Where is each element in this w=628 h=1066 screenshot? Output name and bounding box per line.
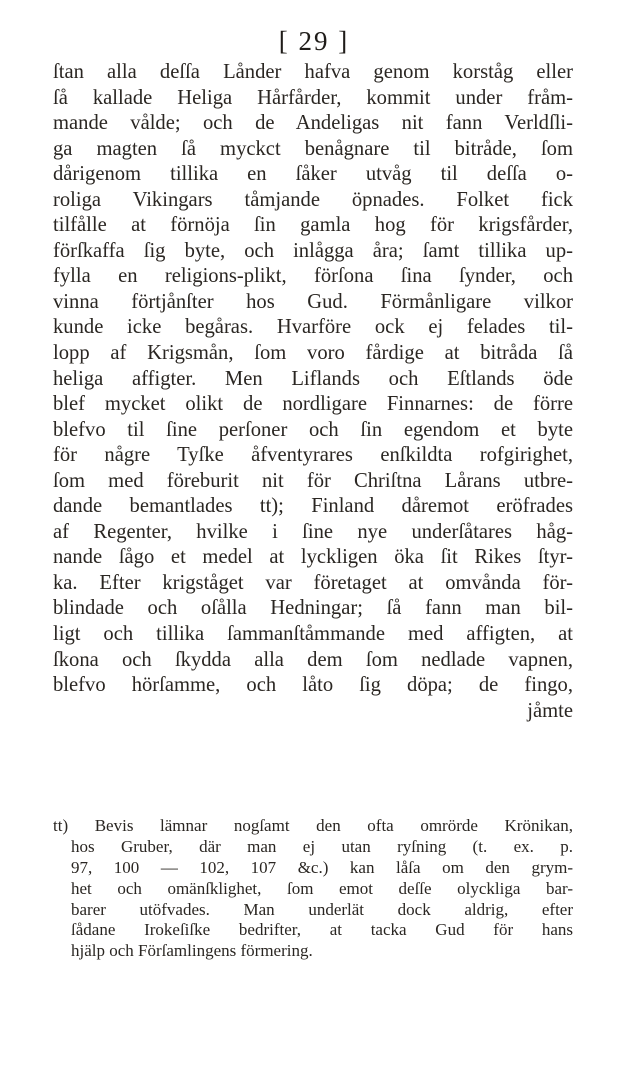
- footnote-line: tt) Bevis lämnar nogſamt den ofta omrörde Krönikan,: [53, 816, 573, 835]
- body-line: roliga Vikingars tåmjande öpnades. Folket fick: [53, 188, 573, 211]
- footnote-line: hos Gruber, där man ej utan ryſning (t. ex. p.: [71, 836, 573, 856]
- body-line: dande bemantlades tt); Finland dåremot eröfrades: [53, 495, 573, 518]
- body-line: ſå kallade Heliga Hårfårder, kommit under fråm-: [53, 86, 573, 109]
- body-line: ga magten ſå myckct benågnare til bitråde, ſom: [53, 137, 573, 160]
- body-line: förſkaffa ſig byte, och inlågga åra; ſamt tillika up-: [53, 239, 573, 262]
- body-line: tilfålle at förnöja ſin gamla hog för krigsfårder,: [53, 214, 573, 237]
- body-line: dårigenom tillika en ſåker utvåg til deſſa o-: [53, 163, 573, 186]
- body-line: nande ſågo et medel at lyckligen öka ſit Rikes ſtyr-: [53, 546, 573, 569]
- body-line: fylla en religions-plikt, förſona ſina ſynder, och: [53, 265, 573, 288]
- footnote: [53, 816, 573, 962]
- body-line: heliga affigter. Men Liflands och Eſtlands öde: [53, 367, 573, 390]
- body-line: vinna förtjånſter hos Gud. Förmånligare vilkor: [53, 290, 573, 313]
- footnote-line: ſådane Irokeſiſke bedrifter, at tacka Gud för hans: [71, 920, 573, 940]
- body-line: blef mycket olikt de nordligare Finnarnes: de förre: [53, 393, 573, 416]
- catchword: jåmte: [527, 699, 573, 722]
- footnote-line: 97, 100 — 102, 107 &c.) kan låſa om den grym-: [71, 857, 573, 877]
- body-line: ſom med föreburit nit för Chriſtna Lårans utbre-: [53, 469, 573, 492]
- page-number: [ 29 ]: [278, 26, 350, 56]
- body-line: ligt och tillika ſammanſtåmmande med affigten, at: [53, 623, 573, 646]
- body-line: blefvo hörſamme, och låto ſig döpa; de fingo,: [53, 674, 573, 697]
- footnote-line: hjälp och Förſamlingens förmering.: [71, 941, 313, 961]
- body-line: lopp af Krigsmån, ſom voro fårdige at bitråda ſå: [53, 342, 573, 365]
- body-line: för någre Tyſke åfventyrares enſkildta rofgirighet,: [53, 444, 573, 467]
- body-line: ka. Efter krigståget var företaget at omvånda för-: [53, 571, 573, 594]
- footnote-line: barer utöfvades. Man underlät dock aldrig, efter: [71, 899, 573, 919]
- body-line: ſtan alla deſſa Lånder hafva genom korståg eller: [53, 61, 573, 83]
- body-line: ſkona och ſkydda alla dem ſom nedlade vapnen,: [53, 648, 573, 671]
- footnote-line: het och omänſklighet, ſom emot deſſe olyckliga bar-: [71, 878, 573, 898]
- body-line: blindade och oſålla Hedningar; ſå fann man bil-: [53, 597, 573, 620]
- body-line: blefvo til ſine perſoner och ſin egendom et byte: [53, 418, 573, 441]
- body-text: [53, 60, 573, 724]
- body-line: kunde icke begåras. Hvarföre ock ej felades til-: [53, 316, 573, 339]
- body-line: af Regenter, hvilke i ſine nye underſåtares håg-: [53, 520, 573, 543]
- body-line: mande vålde; och de Andeligas nit fann Verldſli-: [53, 112, 573, 135]
